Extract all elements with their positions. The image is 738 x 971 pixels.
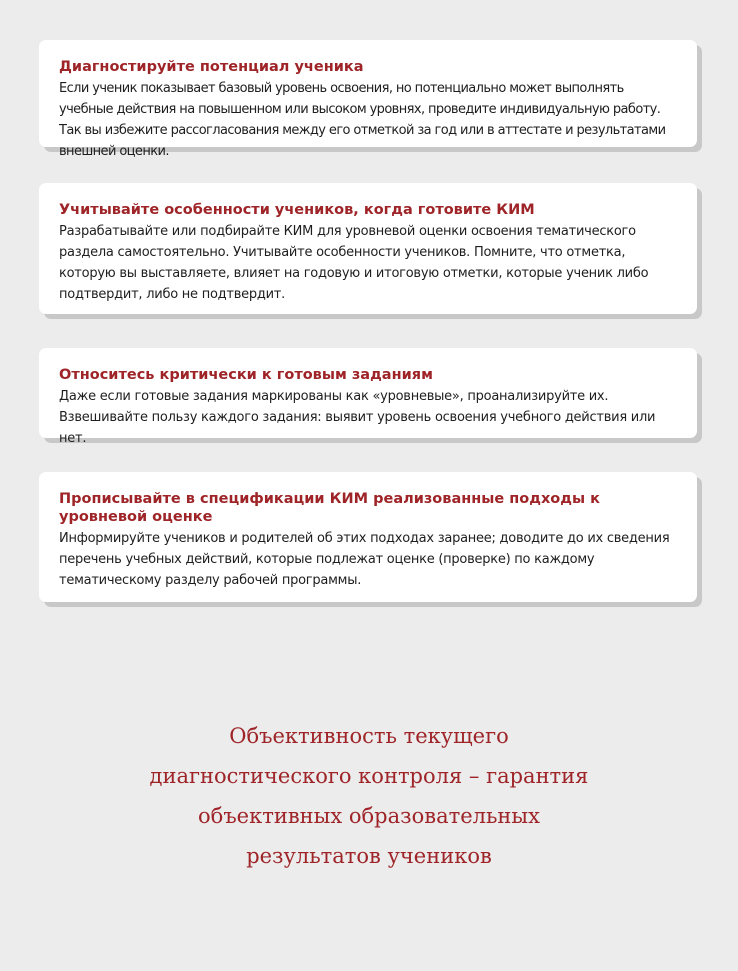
footer-quote-line: диагностического контроля – гарантия: [149, 764, 589, 788]
recommendation-card-diagnose-potential: [39, 40, 697, 159]
recommendation-card-student-features: [39, 183, 697, 314]
card-text: Если ученик показывает базовый уровень освоения, но потенциально может выполнять учебные действия на повышенном или высоком уровнях, проведите индивидуальную работу. Так вы избежите рассогласования между его отметкой за год или в аттестате и результатами внешней оценки.: [59, 81, 666, 159]
card-text: Разрабатывайте или подбирайте КИМ для уровневой оценки освоения тематического раздела самостоятельно. Учитывайте особенности учеников. Помните, что отметка, которую вы выставляете, влияет на годовую и итоговую отметки, которые ученик либо подтвердит, либо не подтвердит.: [59, 224, 649, 302]
footer-quote: [0, 716, 738, 876]
footer-quote-line: Объективность текущего: [229, 724, 509, 748]
footer-quote-line: объективных образовательных: [198, 804, 540, 828]
card-title: Диагностируйте потенциал ученика: [59, 59, 364, 75]
footer-quote-line: результатов учеников: [246, 844, 492, 868]
card-title: Прописывайте в спецификации КИМ реализованные подходы к уровневой оценке: [59, 491, 600, 525]
recommendation-card-critical-tasks: [39, 348, 697, 446]
card-title: Учитывайте особенности учеников, когда готовите КИМ: [59, 202, 535, 218]
recommendation-card-specification: [39, 472, 697, 602]
card-text: Информируйте учеников и родителей об этих подходах заранее; доводите до их сведения перечень учебных действий, которые подлежат оценке (проверке) по каждому тематическому разделу рабочей программы.: [59, 531, 670, 588]
card-text: Даже если готовые задания маркированы как «уровневые», проанализируйте их. Взвешивайте пользу каждого задания: выявит уровень освоения учебного действия или нет.: [59, 389, 656, 446]
card-title: Относитесь критически к готовым заданиям: [59, 367, 433, 383]
